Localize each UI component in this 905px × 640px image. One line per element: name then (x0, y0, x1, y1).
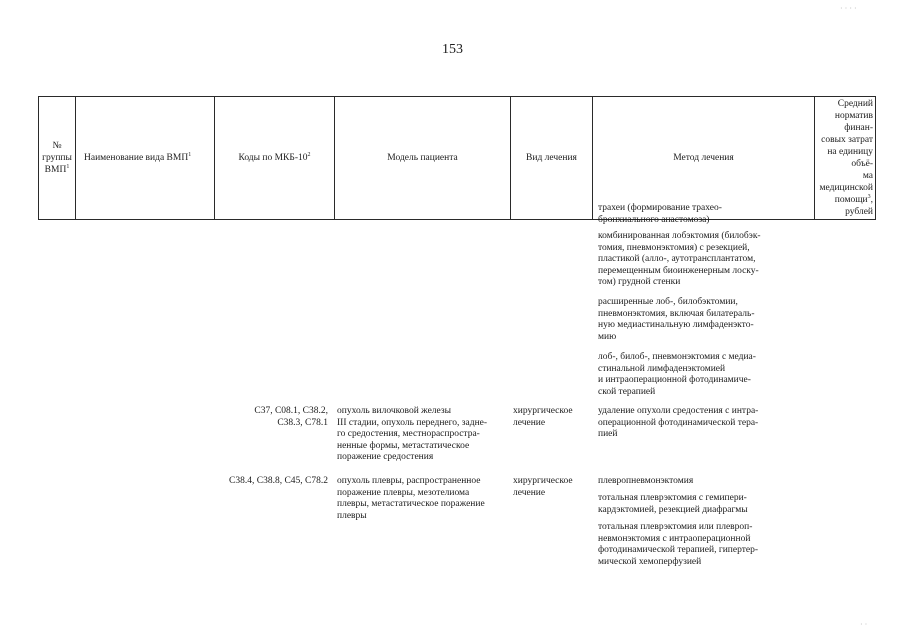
header-cost-line: помощи (834, 195, 868, 205)
treatment-type-cell (513, 476, 595, 499)
header-group-line: ВМП (44, 165, 67, 175)
scan-artifact: · · (860, 620, 868, 629)
model-line: го средостения, местнораспростра- (337, 429, 480, 440)
footnote-marker: 3 (867, 193, 871, 200)
method-item (598, 203, 798, 226)
icd-code-line: C38.3, C78.1 (277, 417, 328, 428)
footnote-marker: 1 (188, 151, 192, 158)
scan-artifact: · · · · (840, 4, 857, 13)
table-header (38, 96, 876, 220)
treatment-line: хирургическое (513, 476, 573, 486)
header-label: Коды по МКБ-10 (238, 153, 308, 163)
method-line: удаление опухоли средостения с интра- (598, 406, 759, 416)
header-vmp-name (76, 97, 215, 220)
model-line: ненные формы, метастатическое (337, 440, 470, 451)
method-line: плевропневмонэктомия (598, 476, 694, 486)
method-line: и интраоперационной фотодинамиче- (598, 375, 751, 386)
model-line: поражение плевры, мезотелиома (337, 487, 470, 498)
method-line: комбинированная лобэктомия (билобэк- (598, 231, 761, 241)
method-line: ную медиастинальную лимфаденэкто- (598, 320, 754, 331)
method-line: том) грудной стенки (598, 277, 681, 288)
model-line: III стадии, опухоль переднего, задне- (337, 417, 488, 428)
model-line: плевры, метастатическое поражение (337, 499, 485, 510)
model-line: поражение средостения (337, 452, 434, 463)
patient-model-cell (337, 476, 509, 522)
header-group-number (39, 97, 76, 220)
method-line: фотодинамической терапией, гипертер- (598, 545, 759, 556)
footnote-marker: 2 (307, 151, 311, 158)
header-cost-line: норматив финан- (834, 111, 873, 133)
header-cost-line: , рублей (845, 195, 873, 217)
method-line: мической хемоперфузией (598, 556, 702, 567)
method-line: расширенные лоб-, билобэктомии, (598, 297, 738, 307)
header-cost-line: ма медицинской (819, 171, 873, 193)
icd-codes-cell (208, 476, 328, 488)
header-label: Метод лечения (673, 153, 734, 163)
method-line: перемещенным биоинженерным лоску- (598, 265, 759, 276)
header-label: Наименование вида ВМП (84, 153, 189, 163)
method-item (598, 476, 798, 488)
header-label: Модель пациента (387, 153, 458, 163)
method-item (598, 231, 798, 289)
treatment-type-cell (513, 406, 595, 429)
method-line: пией (598, 429, 618, 440)
method-line: бронхиального анастомоза) (598, 214, 710, 225)
patient-model-cell (337, 406, 509, 464)
method-line: ской терапией (598, 386, 656, 397)
method-item (598, 522, 798, 568)
model-line: опухоль плевры, распространенное (337, 476, 481, 486)
footnote-marker: 1 (66, 163, 70, 170)
method-line: кардэктомией, резекцией диафрагмы (598, 504, 748, 515)
header-cost-norm (815, 97, 876, 220)
treatment-line: лечение (513, 417, 546, 428)
method-item (598, 297, 798, 343)
header-cost-line: на единицу объё- (827, 147, 873, 169)
treatment-line: хирургическое (513, 406, 573, 416)
header-treatment-method (593, 97, 815, 220)
method-line: пластикой (алло-, аутотрансплантатом, (598, 254, 756, 265)
header-icd-codes (215, 97, 335, 220)
method-line: тотальная плеврэктомия или плевроп- (598, 522, 753, 532)
icd-codes-cell (214, 406, 328, 429)
header-treatment-type (511, 97, 593, 220)
treatment-line: лечение (513, 487, 546, 498)
header-cost-line: совых затрат (821, 135, 873, 145)
icd-code-line: C38.4, C38.8, C45, C78.2 (229, 476, 328, 486)
model-line: опухоль вилочковой железы (337, 406, 452, 416)
method-item (598, 352, 798, 398)
header-label: Вид лечения (526, 153, 577, 163)
header-cost-line: Средний (837, 99, 873, 109)
page-number: 153 (442, 42, 463, 57)
model-line: плевры (337, 510, 367, 521)
method-line: трахеи (формирование трахео- (598, 203, 722, 213)
method-line: стинальной лимфаденэктомией (598, 363, 726, 374)
icd-code-line: C37, C08.1, C38.2, (254, 406, 328, 416)
method-line: томия, пневмонэктомия) с резекцией, (598, 242, 750, 253)
method-line: тотальная плеврэктомия с гемипери- (598, 493, 747, 503)
header-group-line: группы (42, 153, 72, 163)
method-item (598, 493, 798, 516)
method-line: пневмонэктомия, включая билатераль- (598, 308, 755, 319)
method-line: лоб-, билоб-, пневмонэктомия с медиа- (598, 352, 756, 362)
method-item (598, 406, 798, 441)
header-group-line: № (52, 141, 62, 151)
method-line: операционной фотодинамической тера- (598, 417, 759, 428)
method-line: мию (598, 331, 617, 342)
header-patient-model (335, 97, 511, 220)
method-line: невмонэктомия с интраоперационной (598, 533, 751, 544)
